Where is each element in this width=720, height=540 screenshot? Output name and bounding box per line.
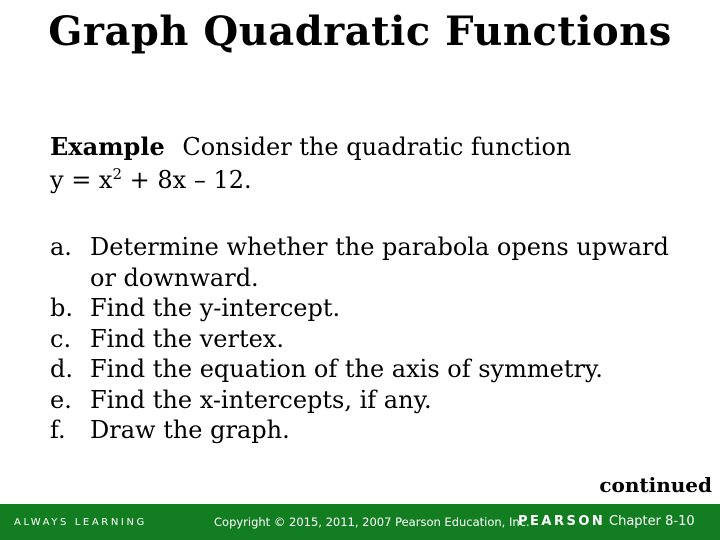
footer-tagline: ALWAYS LEARNING <box>14 517 147 528</box>
equation-left: y = x <box>50 166 113 194</box>
example-statement <box>50 130 571 197</box>
task-list <box>50 232 690 446</box>
task-text: Determine whether the parabola opens upward or downward. <box>90 233 669 292</box>
example-label: Example <box>50 132 165 161</box>
task-text: Find the x-intercepts, if any. <box>90 385 432 414</box>
task-item-a <box>50 232 690 293</box>
example-equation <box>50 164 571 197</box>
equation-exponent: 2 <box>112 165 123 183</box>
page-number: Chapter 8-10 <box>609 514 695 529</box>
task-text: Find the equation of the axis of symmetry. <box>90 355 603 383</box>
task-item-b <box>50 293 690 324</box>
task-text: Find the vertex. <box>90 324 284 353</box>
footer-copyright: Copyright © 2015, 2011, 2007 Pearson Education, Inc. <box>214 515 530 529</box>
task-marker: a. <box>50 233 72 261</box>
task-text: Draw the graph. <box>90 416 290 444</box>
task-item-f <box>50 415 690 446</box>
task-marker: c. <box>50 324 72 353</box>
task-marker: e. <box>50 385 72 414</box>
footer-bar <box>0 504 720 540</box>
task-item-d <box>50 354 690 385</box>
slide-title: Graph Quadratic Functions <box>48 8 672 55</box>
example-intro: Consider the quadratic function <box>182 133 572 161</box>
equation-right: + 8x – 12. <box>122 166 252 194</box>
continued-note: continued <box>599 473 712 497</box>
task-marker: b. <box>50 294 73 322</box>
task-marker: d. <box>50 355 73 383</box>
example-intro-line <box>50 130 571 164</box>
publisher-logo: PEARSON <box>518 514 606 529</box>
task-item-e <box>50 385 690 416</box>
task-text: Find the y-intercept. <box>90 294 341 322</box>
task-item-c <box>50 324 690 355</box>
task-marker: f. <box>50 416 66 444</box>
